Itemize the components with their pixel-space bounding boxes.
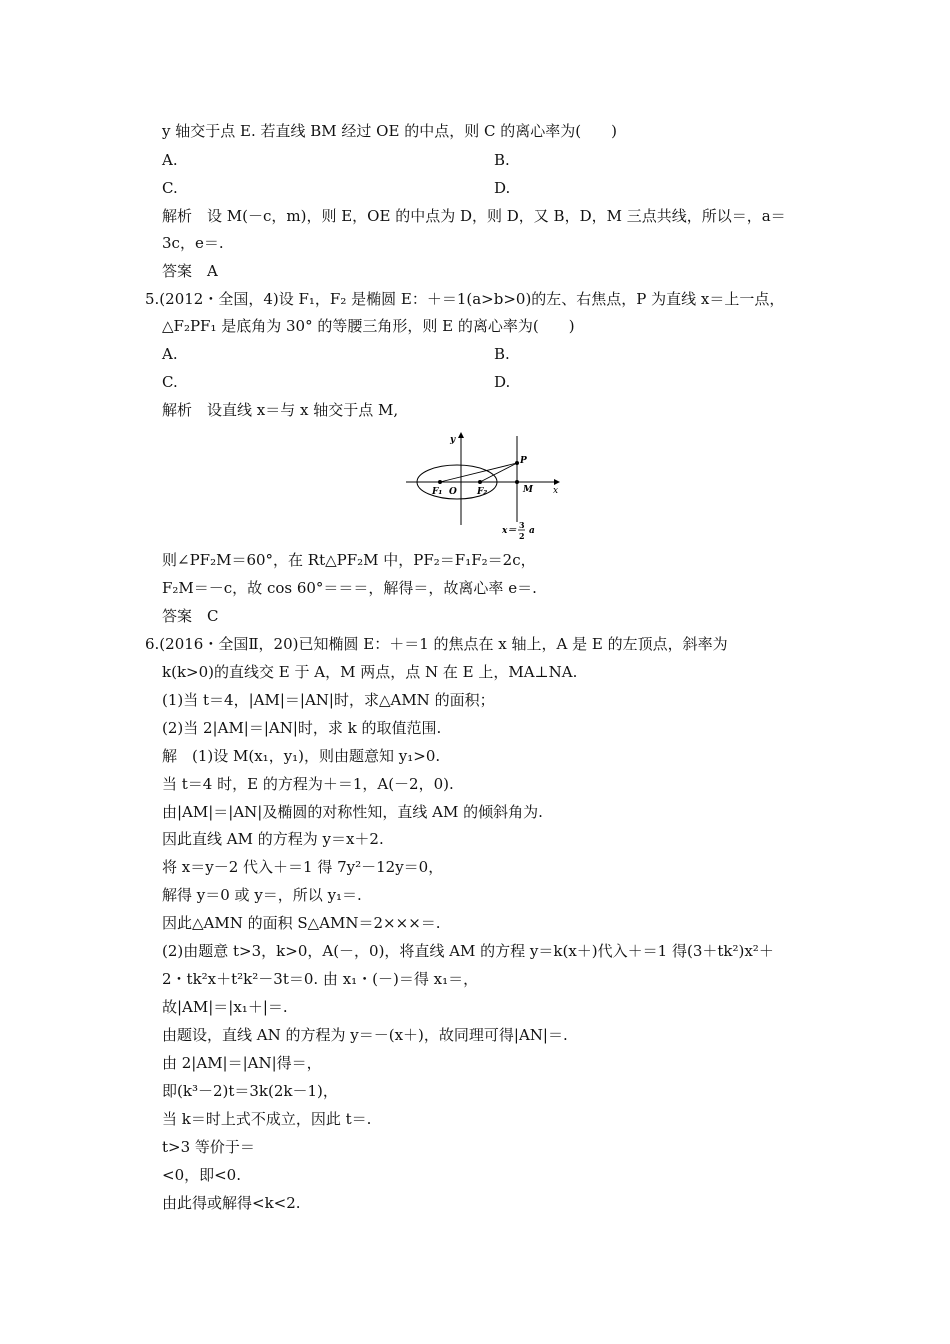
y-axis-arrow: [458, 432, 464, 438]
eq-suffix: a: [529, 526, 535, 536]
y-label: y: [450, 435, 456, 445]
o-label: O: [449, 487, 457, 497]
text-line: 故|AM|＝|x₁＋|＝.: [162, 998, 288, 1016]
problem-5-title: 5.(2012・全国，4)设 F₁，F₂ 是椭圆 E：＋＝1(a>b>0)的左、右焦点，P 为直线 x＝上一点，: [145, 290, 785, 308]
text-line: (1)当 t＝4，|AM|＝|AN|时，求△AMN 的面积；: [162, 691, 495, 709]
point-m: [515, 480, 519, 484]
answer-line: 答案 C: [162, 607, 219, 625]
text-line: t>3 等价于＝: [162, 1138, 255, 1156]
answer-line: 答案 A: [162, 262, 218, 280]
text-line: 3c，e＝.: [162, 234, 224, 252]
option-a: A.: [162, 151, 178, 169]
text-line: 当 t＝4 时，E 的方程为＋＝1，A(－2，0).: [162, 775, 454, 793]
m-label: M: [523, 485, 533, 495]
text-line: 由此得或解得<k<2.: [162, 1194, 301, 1212]
text-line: 解析 设直线 x＝与 x 轴交于点 M,: [162, 401, 399, 419]
text-line: 则∠PF₂M＝60°，在 Rt△PF₂M 中，PF₂＝F₁F₂＝2c，: [162, 551, 536, 569]
text-line: k(k>0)的直线交 E 于 A，M 两点，点 N 在 E 上，MA⊥NA.: [162, 663, 578, 681]
text-line: y 轴交于点 E. 若直线 BM 经过 OE 的中点，则 C 的离心率为( ): [162, 122, 617, 140]
text-line: <0，即<0.: [162, 1166, 241, 1184]
option-d: D.: [494, 373, 511, 391]
eq-numerator: 3: [519, 520, 525, 530]
x-label: x: [553, 486, 559, 496]
f2-label: F₂: [477, 487, 488, 497]
ellipse-figure: [402, 430, 572, 545]
point-f1: [438, 480, 442, 484]
x-axis-arrow: [554, 479, 560, 485]
segment-f1p: [440, 463, 517, 482]
option-b: B.: [494, 345, 510, 363]
f1-label: F₁: [432, 487, 443, 497]
point-f2: [478, 480, 482, 484]
text-line: 解 (1)设 M(x₁，y₁)，则由题意知 y₁>0.: [162, 747, 441, 765]
text-line: 因此直线 AM 的方程为 y＝x＋2.: [162, 830, 384, 848]
option-a: A.: [162, 345, 178, 363]
text-line: 由 2|AM|＝|AN|得＝，: [162, 1054, 322, 1072]
point-p: [515, 461, 519, 465]
text-line: 因此△AMN 的面积 S△AMN＝2×××＝.: [162, 914, 441, 932]
text-line: 当 k＝时上式不成立，因此 t＝.: [162, 1110, 372, 1128]
text-line: (2)当 2|AM|＝|AN|时，求 k 的取值范围.: [162, 719, 442, 737]
option-b: B.: [494, 151, 510, 169]
segment-f2p: [480, 463, 517, 482]
text-line: 将 x＝y－2 代入＋＝1 得 7y²－12y＝0，: [162, 858, 444, 876]
text-line: △F₂PF₁ 是底角为 30° 的等腰三角形，则 E 的离心率为( ): [162, 317, 575, 335]
problem-6-title: 6.(2016・全国Ⅱ，20)已知椭圆 E：＋＝1 的焦点在 x 轴上，A 是 E 的左顶点，斜率为: [145, 635, 728, 653]
text-line: 由题设，直线 AN 的方程为 y＝－(x＋)，故同理可得|AN|＝.: [162, 1026, 568, 1044]
option-c: C.: [162, 373, 178, 391]
option-c: C.: [162, 179, 178, 197]
text-line: 解得 y＝0 或 y＝，所以 y₁＝.: [162, 886, 362, 904]
eq-prefix: x＝: [502, 526, 517, 536]
text-line: F₂M＝－c，故 cos 60°＝＝＝，解得＝，故离心率 e＝.: [162, 579, 537, 597]
text-line: 解析 设 M(－c，m)，则 E，OE 的中点为 D，则 D，又 B，D，M 三点共线，所以＝，a＝: [162, 207, 786, 225]
text-line: 即(k³－2)t＝3k(2k－1)，: [162, 1082, 338, 1100]
text-line: 2・tk²x＋t²k²－3t＝0. 由 x₁・(－)＝得 x₁＝，: [162, 970, 479, 988]
p-label: P: [520, 456, 527, 466]
text-line: 由|AM|＝|AN|及椭圆的对称性知，直线 AM 的倾斜角为.: [162, 803, 543, 821]
text-line: (2)由题意 t>3，k>0，A(－，0)，将直线 AM 的方程 y＝k(x＋)代入＋＝1 得(3＋tk²)x²＋: [162, 942, 774, 960]
option-d: D.: [494, 179, 511, 197]
eq-denominator: 2: [519, 531, 525, 541]
